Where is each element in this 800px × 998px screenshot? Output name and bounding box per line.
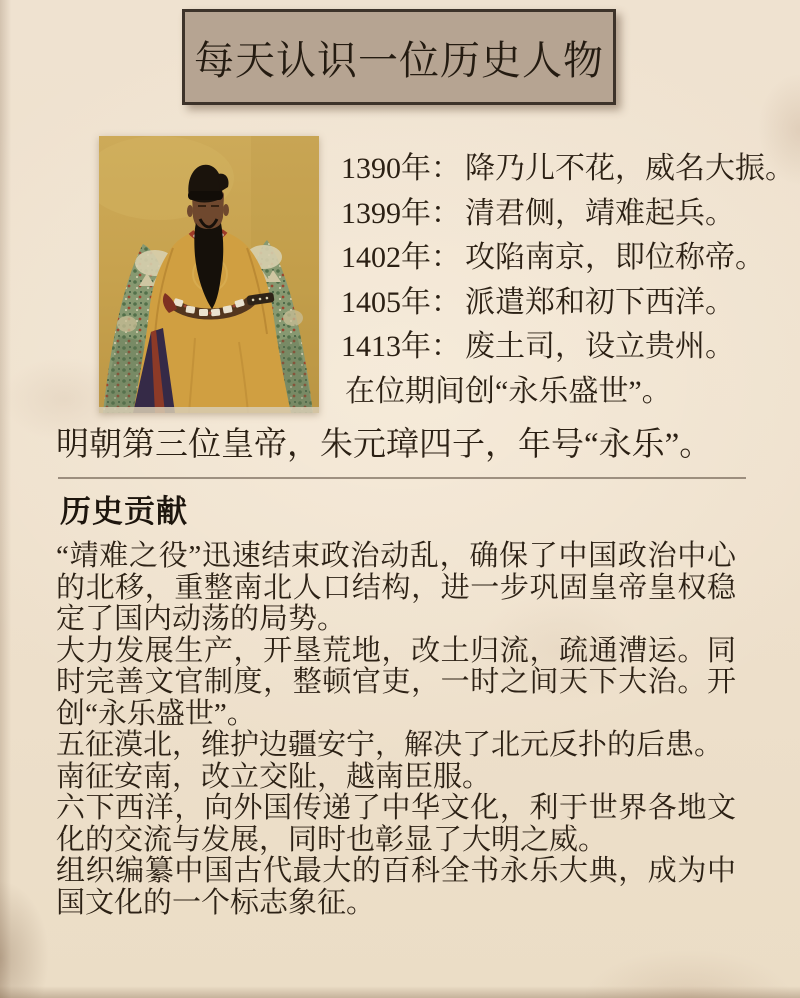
timeline-event: 降乃儿不花，威名大振。 (465, 152, 795, 185)
timeline (341, 147, 795, 414)
section-heading: 历史贡献 (60, 494, 188, 529)
timeline-item (341, 281, 795, 326)
timeline-item (341, 325, 795, 370)
contribution-paragraph: 大力发展生产，开垦荒地，改土归流，疏通漕运。同时完善文官制度，整顿官吏，一时之间天下大治。开创“永乐盛世”。 (56, 634, 736, 730)
timeline-event: 废土司，设立贵州。 (465, 330, 735, 363)
contribution-paragraph: “靖难之役”迅速结束政治动乱，确保了中国政治中心的北移，重整南北人口结构，进一步巩固皇帝皇权稳定了国内动荡的局势。 (56, 540, 736, 635)
contributions-text (56, 541, 736, 919)
timeline-event: 在位期间创“永乐盛世”。 (345, 374, 672, 408)
emperor-portrait-image (99, 136, 319, 413)
timeline-year: 1413年： (341, 330, 461, 363)
timeline-event: 清君侧，靖难起兵。 (465, 196, 735, 230)
contribution-paragraph: 五征漠北，维护边疆安宁，解决了北元反扑的后患。 (56, 729, 724, 761)
timeline-year: 1390年： (341, 152, 461, 185)
contribution-paragraph: 组织编纂中国古代最大的百科全书永乐大典，成为中国文化的一个标志象征。 (56, 855, 736, 919)
contribution-paragraph: 六下西洋，向外国传递了中华文化，利于世界各地文化的交流与发展，同时也彰显了大明之威。 (56, 792, 736, 856)
section-divider (58, 477, 746, 479)
timeline-event: 派遣郑和初下西洋。 (465, 285, 735, 319)
title-box (182, 9, 616, 105)
timeline-year: 1399年： (341, 196, 461, 230)
timeline-year: 1405年： (341, 285, 461, 319)
contribution-paragraph: 南征安南，改立交阯，越南臣服。 (56, 760, 492, 793)
timeline-item (341, 192, 795, 237)
timeline-event: 攻陷南京，即位称帝。 (465, 241, 765, 274)
timeline-item (341, 236, 795, 281)
page-title: 每天认识一位历史人物 (194, 37, 604, 83)
timeline-year: 1402年： (341, 241, 461, 274)
emperor-portrait (99, 136, 319, 413)
summary-line: 明朝第三位皇帝，朱元璋四子，年号“永乐”。 (56, 427, 713, 463)
timeline-item (341, 370, 795, 415)
timeline-item (341, 147, 795, 192)
